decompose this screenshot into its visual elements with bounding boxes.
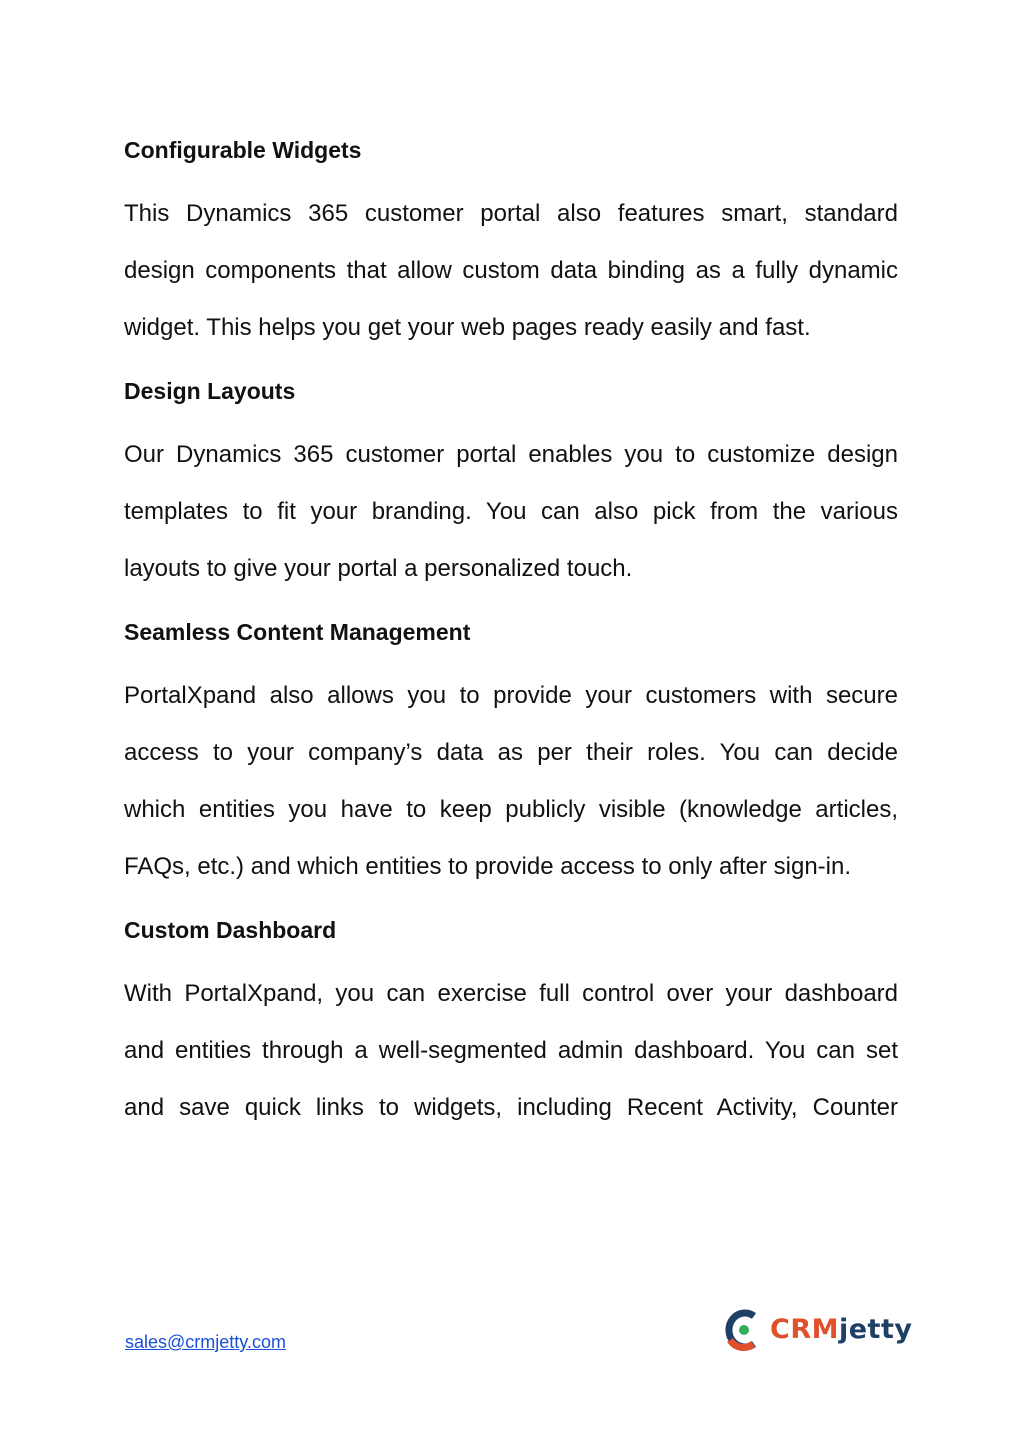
crmjetty-c-logo-icon (722, 1306, 762, 1354)
paragraph-line: and entities through a well-segmented admin dashboard. You can set (124, 1037, 898, 1064)
paragraph-line: which entities you have to keep publicly visible (knowledge articles, (124, 796, 898, 823)
document-body (124, 128, 898, 1149)
paragraph-line: With PortalXpand, you can exercise full control over your dashboard (124, 980, 898, 1007)
paragraph-line: access to your company’s data as per their roles. You can decide (124, 739, 898, 766)
paragraph-line: FAQs, etc.) and which entities to provide access to only after sign-in. (124, 853, 852, 880)
section-heading: Seamless Content Management (124, 619, 471, 645)
paragraph-line: design components that allow custom data binding as a fully dynamic (124, 257, 898, 284)
section-paragraph (124, 965, 898, 1136)
paragraph-line: PortalXpand also allows you to provide your customers with secure (124, 682, 898, 709)
paragraph-line: This Dynamics 365 customer portal also features smart, standard (124, 200, 898, 227)
paragraph-line: Our Dynamics 365 customer portal enables you to customize design (124, 441, 898, 468)
section-heading: Custom Dashboard (124, 917, 337, 943)
logo-text-crm: CRM (770, 1314, 839, 1345)
paragraph-line: templates to fit your branding. You can also pick from the various (124, 498, 898, 525)
paragraph-line: widget. This helps you get your web pages ready easily and fast. (124, 314, 811, 341)
section-custom-dashboard (124, 908, 898, 1136)
section-paragraph (124, 667, 898, 895)
crmjetty-logo (722, 1306, 912, 1354)
section-configurable-widgets (124, 128, 898, 356)
section-heading: Configurable Widgets (124, 137, 362, 163)
sales-email-link[interactable]: sales@crmjetty.com (125, 1332, 286, 1352)
section-paragraph (124, 185, 898, 356)
section-heading: Design Layouts (124, 378, 296, 404)
paragraph-line: layouts to give your portal a personalized touch. (124, 555, 633, 582)
paragraph-line: and save quick links to widgets, including Recent Activity, Counter (124, 1094, 898, 1121)
section-paragraph (124, 426, 898, 597)
section-design-layouts (124, 369, 898, 597)
section-seamless-content-management (124, 610, 898, 895)
logo-wordmark (770, 1306, 912, 1354)
logo-text-jetty: jetty (838, 1314, 913, 1345)
